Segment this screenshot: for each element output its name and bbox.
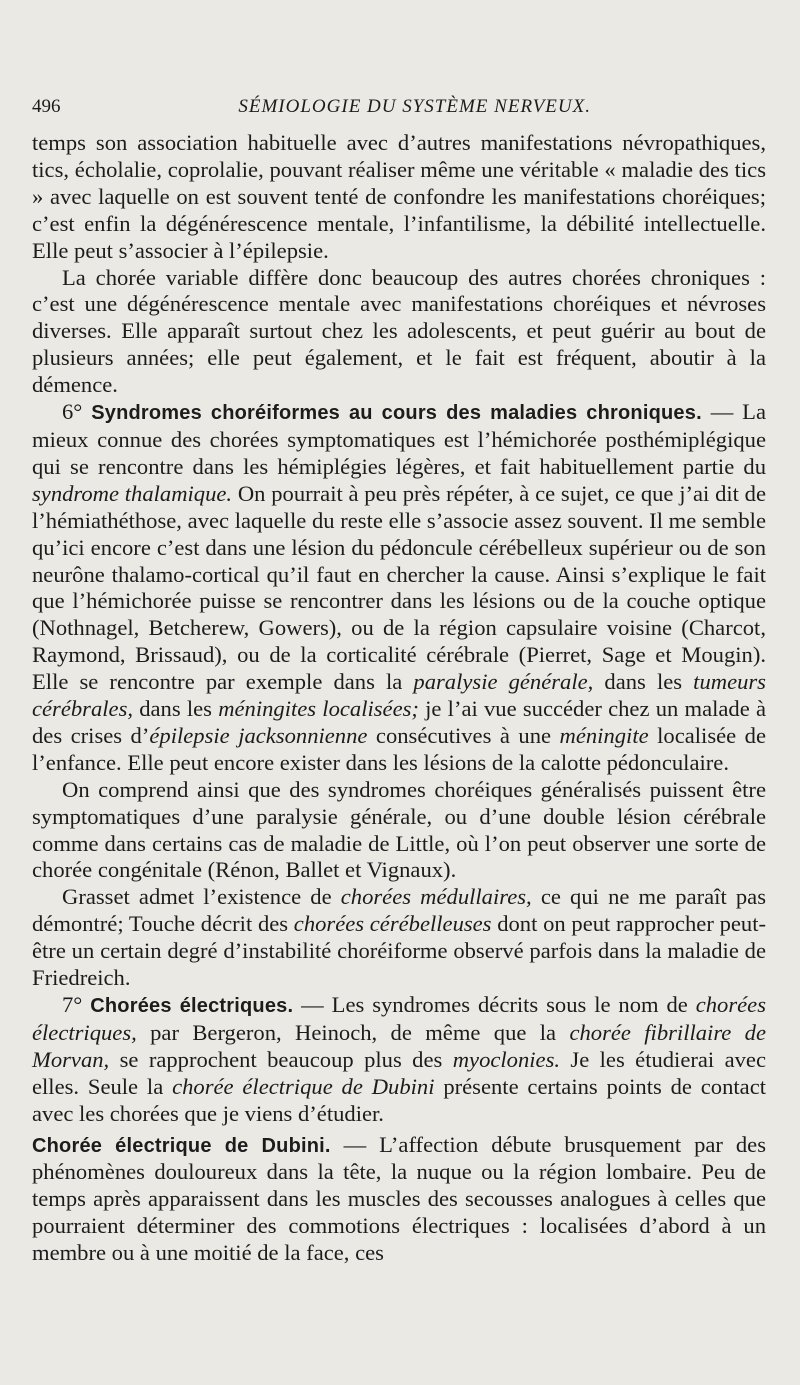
text-run: Je les étudierai avec elles. Seule la bbox=[32, 1046, 766, 1099]
subsection-heading: Chorée électrique de Dubini. bbox=[32, 1134, 331, 1157]
italic-run: épilepsie jacksonnienne bbox=[149, 722, 368, 748]
italic-run: chorées électriques, bbox=[32, 992, 766, 1045]
paragraph-5 bbox=[32, 884, 766, 992]
text-run: se rapprochent beaucoup plus des bbox=[109, 1046, 453, 1072]
text-run: présente certains points de contact avec les chorées que je viens d’étudier. bbox=[32, 1073, 766, 1126]
italic-run: chorée fibrillaire de Morvan, bbox=[32, 1019, 766, 1072]
italic-run: myoclonies. bbox=[452, 1046, 561, 1072]
paragraph-4: On comprend ainsi que des syndromes choréiques généralisés puissent être symptomatiques d’une paralysie générale, ou d’une double lésion cérébrale comme dans certains cas de maladie de Little, où l’on peut observer une sorte de chorée congénitale (Rénon, Ballet et Vignaux). bbox=[32, 776, 766, 883]
paragraph-7 bbox=[32, 1132, 766, 1268]
body-text bbox=[32, 130, 766, 1267]
text-run: dont on peut rapprocher peut-être un certain degré d’instabilité choréiforme observé parfois dans la maladie de Friedreich. bbox=[32, 911, 767, 991]
text-run: dans les bbox=[593, 669, 694, 695]
paragraph-1: temps son association habituelle avec d’autres manifestations névropathiques, tics, écholalie, coprolalie, pouvant réaliser même une véritable « maladie des tics » avec laquelle on est souvent tenté de confondre les manifestations choréiques; c’est enfin la dégénérescence mentale, l’infantilisme, la débilité intellectuelle. Elle peut s’associer à l’épilepsie. bbox=[32, 130, 766, 263]
section-heading: Syndromes choréiformes au cours des maladies chroniques. bbox=[91, 402, 702, 425]
text-run: dans les bbox=[133, 696, 219, 722]
text-run: On pourrait à peu près répéter, à ce sujet, ce que j’ai dit de l’hémiathéthose, avec laquelle du reste elle s’associe assez souvent. Il me semble qu’ici encore c’est dans une lésion du pédoncule cérébelleux supérieur ou de son neurône thalamo-cortical qu’il faut en chercher la cause. Ainsi s’explique le fait que l’hémichorée puisse se rencontrer dans les lésions ou de la couche optique (Nothnagel, Betcherew, Gowers), ou de la région capsulaire voisine (Charcot, Raymond, Brissaud), ou de la corticalité cérébrale (Pierret, Sage et Mougin). Elle se rencontre par exemple dans la bbox=[32, 480, 767, 695]
text-run: je l’ai vue succéder chez un malade à des crises d’ bbox=[32, 696, 767, 748]
italic-run: méningites localisées; bbox=[218, 696, 419, 722]
italic-run: chorées cérébelleuses bbox=[293, 911, 492, 937]
italic-run: chorées médullaires, bbox=[340, 884, 532, 910]
text-run: La mieux connue des chorées symptomatiques est l’hémichorée posthémiplégique qui se rencontre dans les hémiplégies légères, et fait habituellement partie du bbox=[32, 399, 766, 479]
text-run: localisée de l’enfance. Elle peut encore exister dans les lésions de la calotte pédonculaire. bbox=[32, 722, 766, 775]
section-number: 6° bbox=[62, 399, 83, 425]
text-run: consécutives à une bbox=[367, 722, 560, 748]
text-run: — Les syndromes décrits sous le nom de bbox=[293, 992, 696, 1017]
section-heading: Chorées électriques. bbox=[90, 995, 294, 1017]
text-run: par Bergeron, Heinoch, de même que la bbox=[136, 1019, 570, 1045]
italic-run: chorée électrique de Dubini bbox=[172, 1073, 435, 1099]
text-run: — L’affection débute brusquement par des phénomènes douloureux dans la tête, la nuque ou la région lombaire. Peu de temps après apparaissent dans les muscles des secousses analogues à celles que pourraient déterminer des commotions électriques : localisées d’abord à un membre ou à une moitié de la face, ces bbox=[32, 1131, 766, 1266]
paragraph-3 bbox=[32, 399, 766, 777]
section-number: 7° bbox=[62, 992, 83, 1017]
heading-dash: — bbox=[701, 399, 743, 425]
paragraph-6 bbox=[32, 992, 766, 1128]
italic-run: paralysie générale, bbox=[413, 669, 594, 695]
italic-run: méningite bbox=[559, 722, 649, 748]
paragraph-2: La chorée variable diffère donc beaucoup des autres chorées chroniques : c’est une dégénérescence mentale avec manifestations choréiques et névroses diverses. Elle apparaît surtout chez les adolescents, et peut guérir au bout de plusieurs années; elle peut également, et le fait est fréquent, aboutir à la démence. bbox=[32, 264, 766, 398]
italic-run: syndrome thalamique. bbox=[32, 480, 233, 506]
text-run: ce qui ne me paraît pas démontré; Touche décrit des bbox=[32, 884, 767, 937]
page-header bbox=[32, 96, 766, 118]
text-run: Grasset admet l’existence de bbox=[62, 884, 341, 910]
page-number: 496 bbox=[32, 96, 61, 117]
running-title: SÉMIOLOGIE DU SYSTÈME NERVEUX. bbox=[238, 96, 591, 117]
italic-run: tumeurs cérébrales, bbox=[32, 669, 766, 722]
